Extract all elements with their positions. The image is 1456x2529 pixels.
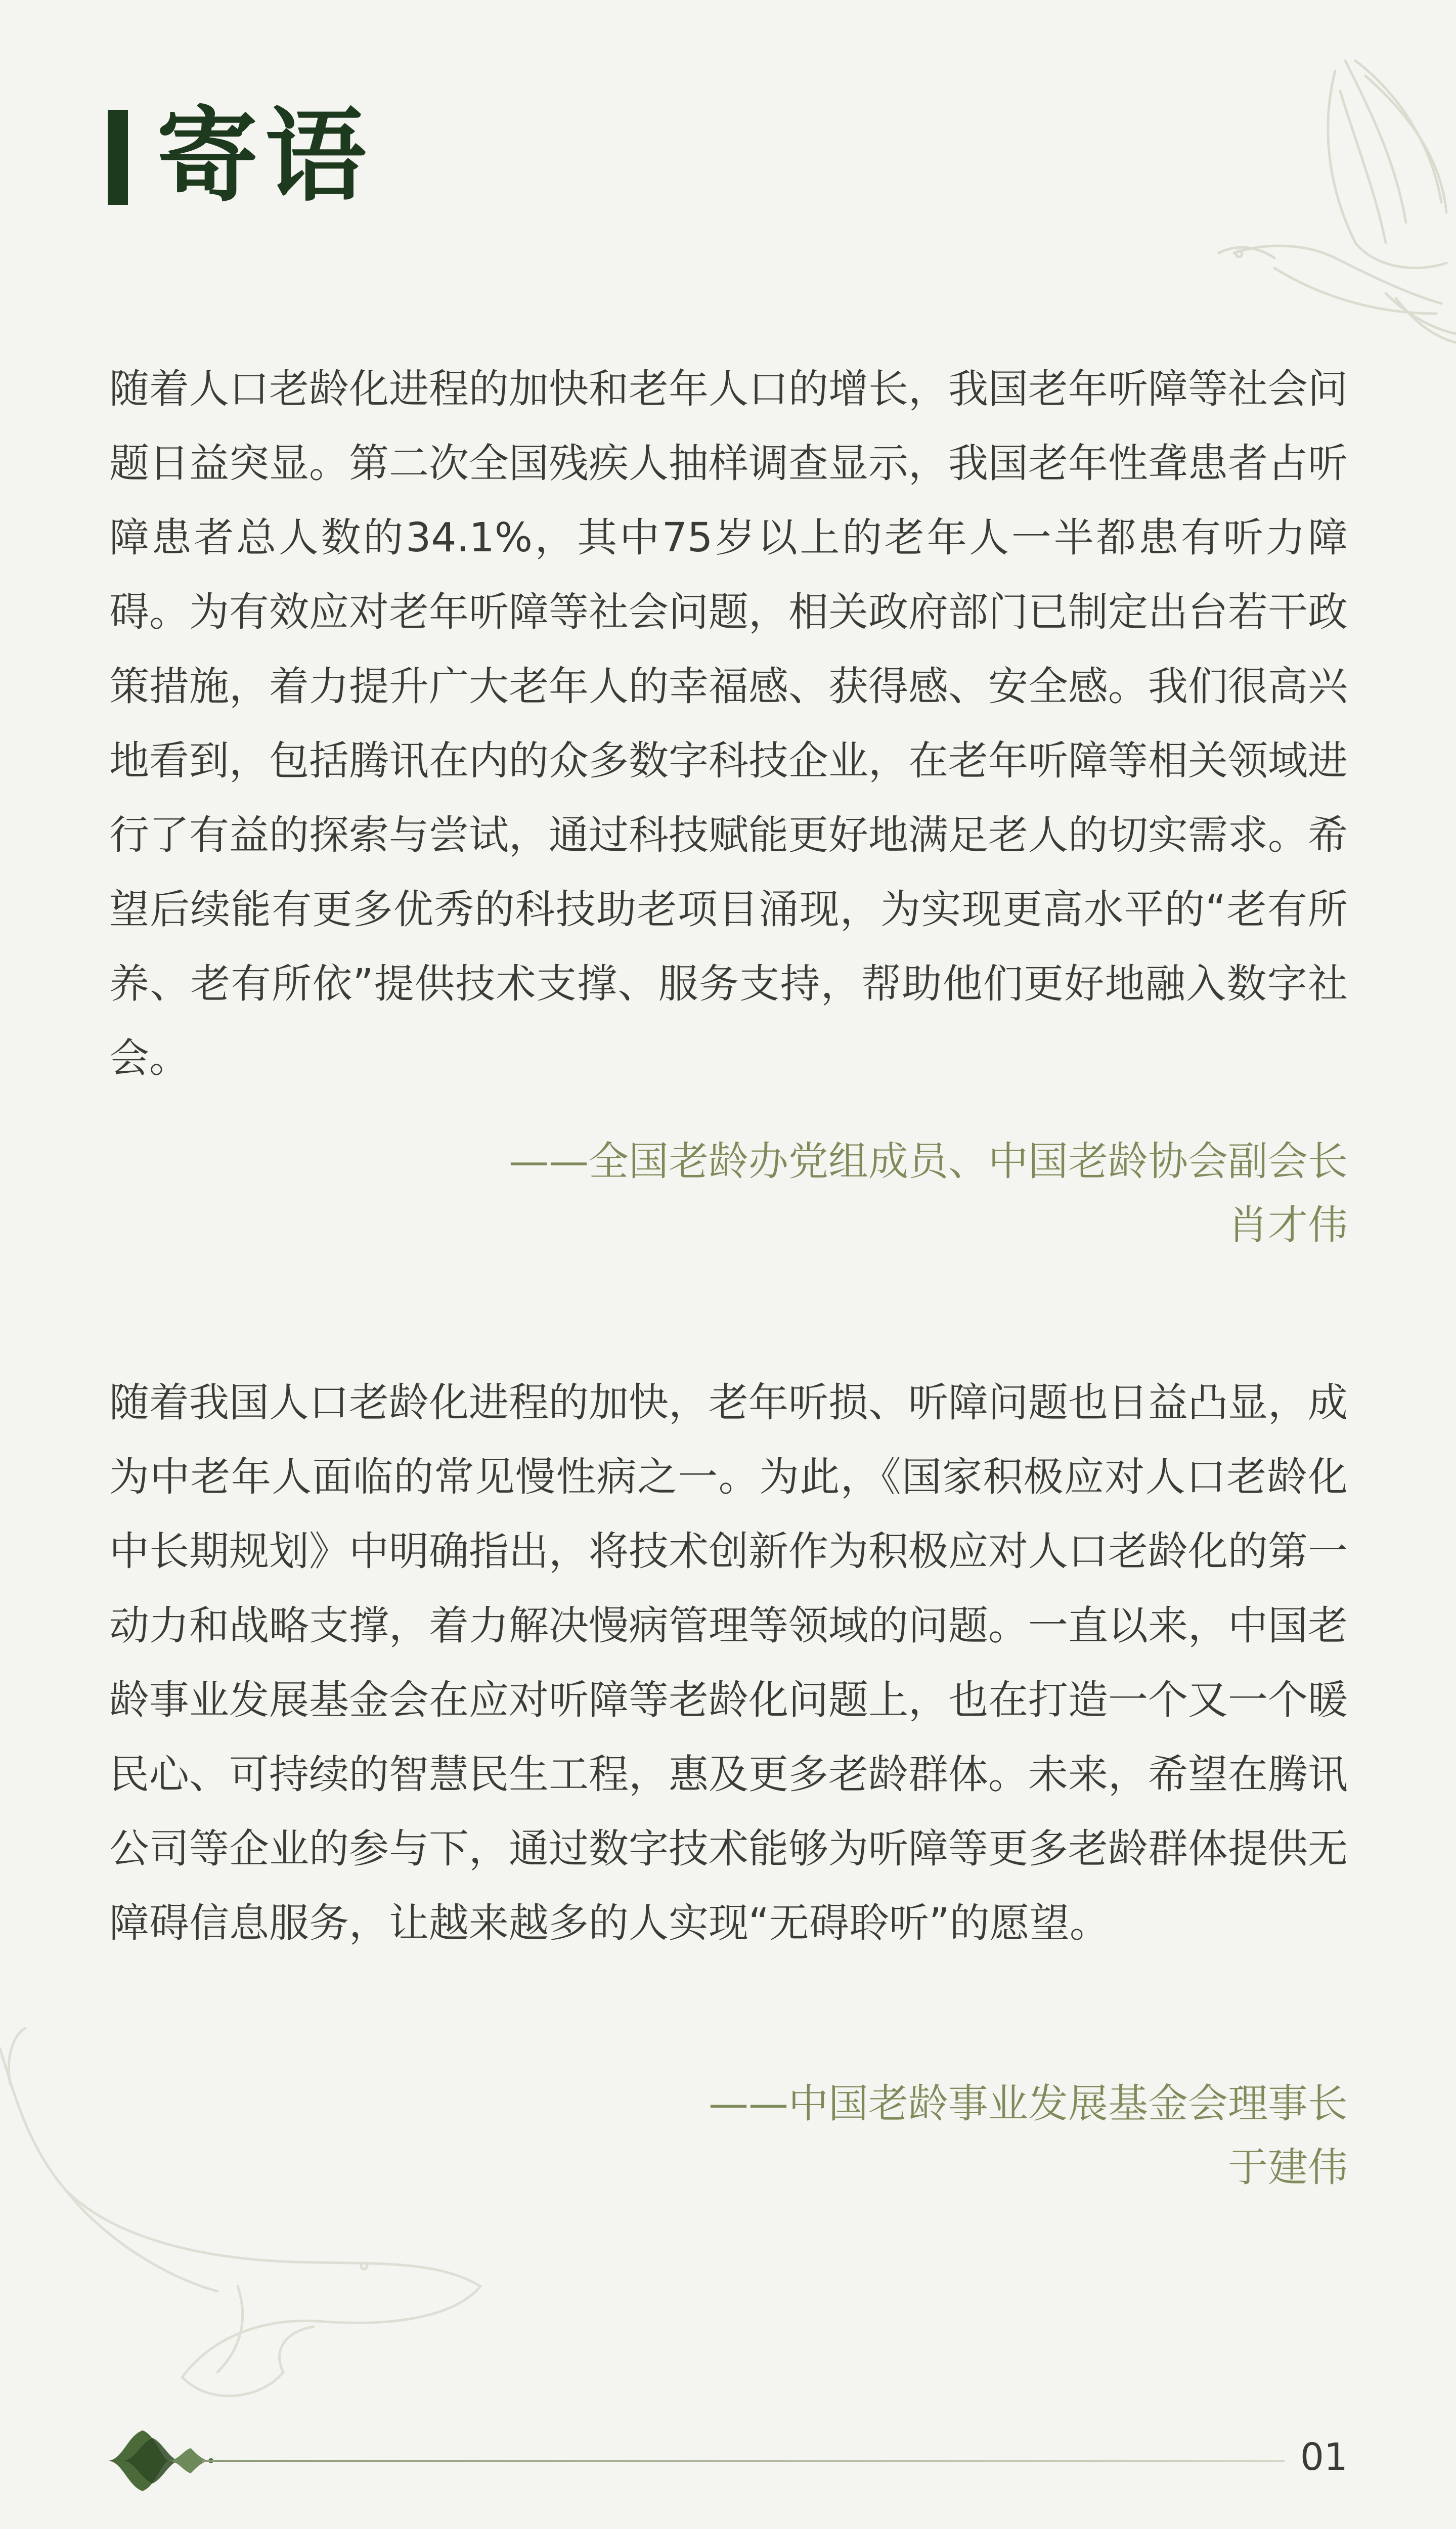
whale-icon — [0, 2023, 496, 2428]
title-accent-bar — [108, 110, 128, 205]
footer-divider — [202, 2460, 1285, 2462]
signature-name: 于建伟 — [1228, 2144, 1348, 2191]
page-title: 寄语 — [157, 98, 374, 215]
dove-icon — [1204, 30, 1456, 354]
message-signature — [509, 1129, 1348, 1257]
signature-title: ——中国老龄事业发展基金会理事长 — [709, 2080, 1348, 2127]
sound-wave-icon — [107, 2425, 213, 2496]
signature-title: ——全国老龄办党组成员、中国老龄协会副会长 — [509, 1138, 1348, 1185]
message-body: 随着我国人口老龄化进程的加快，老年听损、听障问题也日益凸显，成为中老年人面临的常见慢性病之一。为此，《国家积极应对人口老龄化中长期规划》中明确指出，将技术创新作为积极应对人口老龄化的第一动力和战略支撑，着力解决慢病管理等领域的问题。一直以来，中国老龄事业发展基金会在应对听障等老龄化问题上，也在打造一个又一个暖民心、可持续的智慧民生工程，惠及更多老龄群体。未来，希望在腾讯公司等企业的参与下，通过数字技术能够为听障等更多老龄群体提供无障碍信息服务，让越来越多的人实现“无碍聆听”的愿望。 — [109, 1379, 1348, 1946]
signature-name: 肖才伟 — [1228, 1202, 1348, 1248]
message-body: 随着人口老龄化进程的加快和老年人口的增长，我国老年听障等社会问题日益突显。第二次全国残疾人抽样调查显示，我国老年性聋患者占听障患者总人数的34.1%，其中75岁以上的老年人一半都患有听力障碍。为有效应对老年听障等社会问题，相关政府部门已制定出台若干政策措施，着力提升广大老年人的幸福感、获得感、安全感。我们很高兴地看到，包括腾讯在内的众多数字科技企业，在老年听障等相关领域进行了有益的探索与尝试，通过科技赋能更好地满足老人的切实需求。希望后续能有更多优秀的科技助老项目涌现，为实现更高水平的“老有所养、老有所依”提供技术支撑、服务支持，帮助他们更好地融入数字社会。 — [109, 366, 1348, 1081]
message-signature — [709, 2072, 1348, 2199]
page-number: 01 — [1300, 2435, 1348, 2479]
